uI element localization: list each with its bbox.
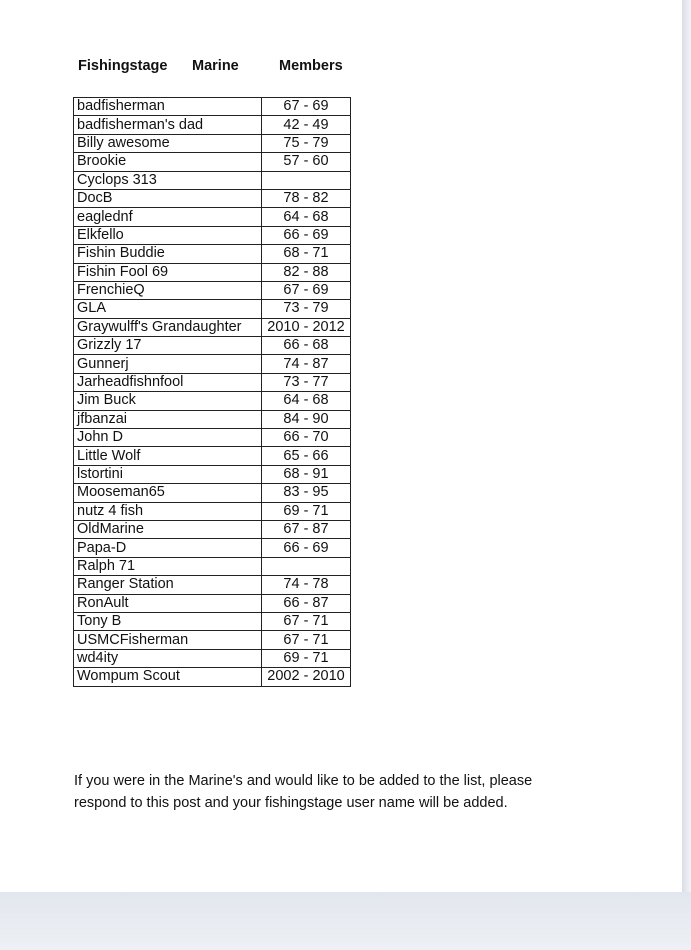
service-years: 2002 - 2010 <box>262 668 351 686</box>
member-name: USMCFisherman <box>74 631 262 649</box>
member-name: Elkfello <box>74 226 262 244</box>
table-row <box>74 631 351 649</box>
service-years: 74 - 78 <box>262 576 351 594</box>
service-years <box>262 171 351 189</box>
table-row <box>74 208 351 226</box>
service-years: 69 - 71 <box>262 649 351 667</box>
service-years: 84 - 90 <box>262 410 351 428</box>
member-name: Cyclops 313 <box>74 171 262 189</box>
members-table <box>73 97 351 687</box>
table-row <box>74 373 351 391</box>
note-line-1: If you were in the Marine's and would like to be added to the list, please <box>74 773 533 789</box>
member-name: Ranger Station <box>74 576 262 594</box>
member-name: Mooseman65 <box>74 484 262 502</box>
table-row <box>74 134 351 152</box>
table-row <box>74 594 351 612</box>
member-name: John D <box>74 429 262 447</box>
service-years: 68 - 71 <box>262 245 351 263</box>
footer-note <box>74 770 594 814</box>
member-name: Graywulff's Grandaughter <box>74 318 262 336</box>
member-name: Tony B <box>74 612 262 630</box>
member-name: Brookie <box>74 153 262 171</box>
service-years: 66 - 68 <box>262 337 351 355</box>
header-marine: Marine <box>192 58 239 74</box>
service-years: 69 - 71 <box>262 502 351 520</box>
table-row <box>74 539 351 557</box>
table-row <box>74 576 351 594</box>
table-row <box>74 429 351 447</box>
service-years: 78 - 82 <box>262 189 351 207</box>
members-table-body <box>74 98 351 687</box>
header-fishingstage: Fishingstage <box>78 58 168 74</box>
service-years: 2010 - 2012 <box>262 318 351 336</box>
member-name: eaglednf <box>74 208 262 226</box>
table-row <box>74 263 351 281</box>
service-years: 67 - 87 <box>262 520 351 538</box>
note-line-2: respond to this post and your fishingstage user name will be added. <box>74 795 508 811</box>
member-name: Grizzly 17 <box>74 337 262 355</box>
table-row <box>74 116 351 134</box>
service-years: 66 - 70 <box>262 429 351 447</box>
table-row <box>74 502 351 520</box>
member-name: Ralph 71 <box>74 557 262 575</box>
scan-edge-right <box>682 0 691 950</box>
table-row <box>74 171 351 189</box>
service-years: 66 - 69 <box>262 539 351 557</box>
service-years: 67 - 71 <box>262 612 351 630</box>
service-years: 64 - 68 <box>262 392 351 410</box>
member-name: Jarheadfishnfool <box>74 373 262 391</box>
member-name: DocB <box>74 189 262 207</box>
member-name: badfisherman <box>74 98 262 116</box>
service-years: 66 - 87 <box>262 594 351 612</box>
member-name: Wompum Scout <box>74 668 262 686</box>
member-name: Fishin Fool 69 <box>74 263 262 281</box>
service-years: 68 - 91 <box>262 465 351 483</box>
table-row <box>74 410 351 428</box>
member-name: lstortini <box>74 465 262 483</box>
member-name: OldMarine <box>74 520 262 538</box>
table-row <box>74 392 351 410</box>
service-years: 64 - 68 <box>262 208 351 226</box>
service-years: 82 - 88 <box>262 263 351 281</box>
service-years: 74 - 87 <box>262 355 351 373</box>
service-years: 42 - 49 <box>262 116 351 134</box>
table-row <box>74 226 351 244</box>
service-years: 66 - 69 <box>262 226 351 244</box>
table-row <box>74 668 351 686</box>
table-row <box>74 245 351 263</box>
service-years: 73 - 77 <box>262 373 351 391</box>
service-years: 57 - 60 <box>262 153 351 171</box>
member-name: RonAult <box>74 594 262 612</box>
service-years: 67 - 69 <box>262 281 351 299</box>
member-name: Fishin Buddie <box>74 245 262 263</box>
member-name: badfisherman's dad <box>74 116 262 134</box>
table-row <box>74 98 351 116</box>
member-name: GLA <box>74 300 262 318</box>
member-name: Papa-D <box>74 539 262 557</box>
table-row <box>74 153 351 171</box>
table-row <box>74 318 351 336</box>
member-name: Billy awesome <box>74 134 262 152</box>
table-row <box>74 520 351 538</box>
table-row <box>74 465 351 483</box>
member-name: nutz 4 fish <box>74 502 262 520</box>
header-members: Members <box>279 58 343 74</box>
member-name: Little Wolf <box>74 447 262 465</box>
table-row <box>74 484 351 502</box>
column-headers <box>0 58 682 80</box>
service-years: 83 - 95 <box>262 484 351 502</box>
service-years: 73 - 79 <box>262 300 351 318</box>
member-name: jfbanzai <box>74 410 262 428</box>
table-row <box>74 300 351 318</box>
member-name: wd4ity <box>74 649 262 667</box>
member-name: Jim Buck <box>74 392 262 410</box>
service-years: 75 - 79 <box>262 134 351 152</box>
table-row <box>74 612 351 630</box>
table-row <box>74 189 351 207</box>
table-row <box>74 337 351 355</box>
member-name: FrenchieQ <box>74 281 262 299</box>
table-row <box>74 557 351 575</box>
scan-edge-bottom <box>0 892 691 950</box>
table-row <box>74 355 351 373</box>
table-row <box>74 281 351 299</box>
service-years <box>262 557 351 575</box>
service-years: 67 - 69 <box>262 98 351 116</box>
table-row <box>74 447 351 465</box>
table-row <box>74 649 351 667</box>
service-years: 65 - 66 <box>262 447 351 465</box>
member-name: Gunnerj <box>74 355 262 373</box>
service-years: 67 - 71 <box>262 631 351 649</box>
